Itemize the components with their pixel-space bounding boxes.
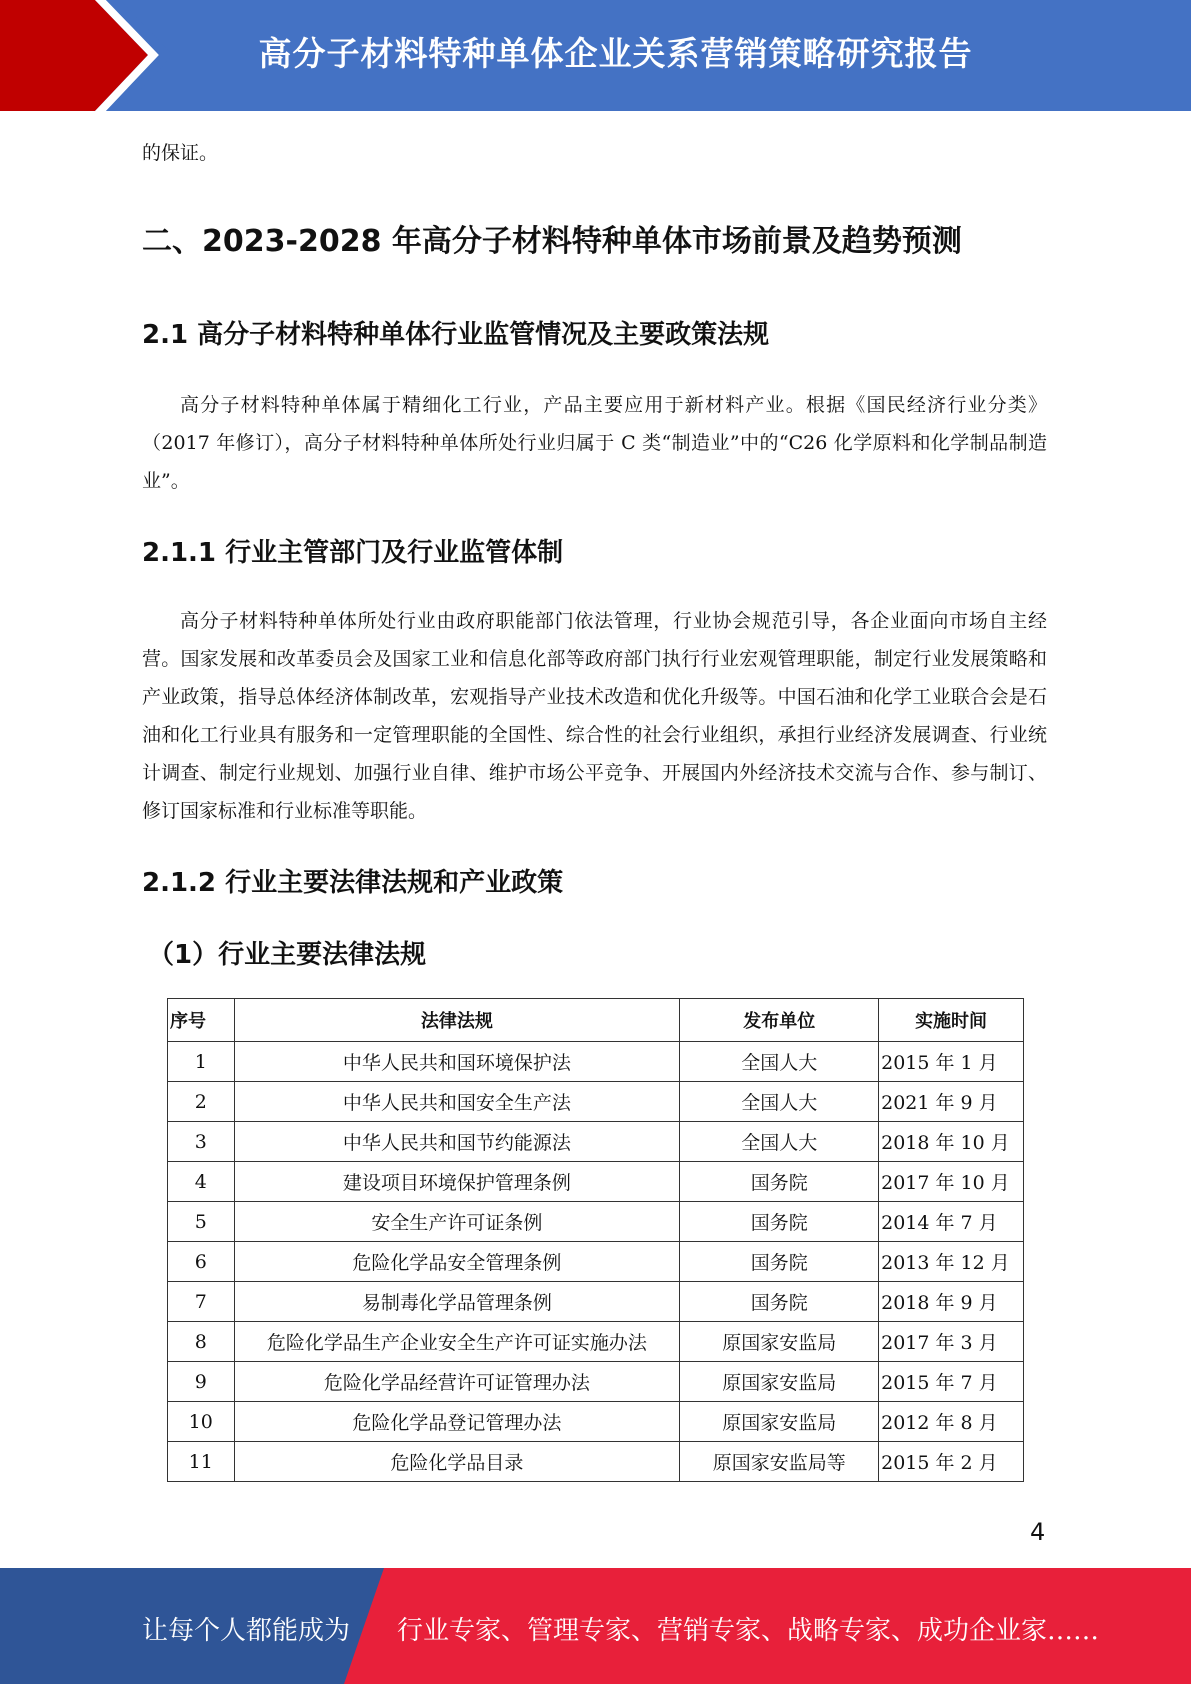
cell-no: 8 bbox=[168, 1322, 235, 1362]
cell-law: 中华人民共和国安全生产法 bbox=[234, 1082, 680, 1122]
cell-date: 2017 年 3 月 bbox=[879, 1322, 1024, 1362]
cell-publisher: 全国人大 bbox=[680, 1082, 879, 1122]
cell-no: 3 bbox=[168, 1122, 235, 1162]
subheading-laws: （1）行业主要法律法规 bbox=[148, 940, 427, 970]
cell-date: 2017 年 10 月 bbox=[879, 1162, 1024, 1202]
table-row bbox=[168, 1402, 1024, 1442]
cell-publisher: 原国家安监局等 bbox=[680, 1442, 879, 1482]
cell-law: 危险化学品生产企业安全生产许可证实施办法 bbox=[234, 1322, 680, 1362]
cell-no: 1 bbox=[168, 1042, 235, 1082]
table-row bbox=[168, 1362, 1024, 1402]
cell-law: 建设项目环境保护管理条例 bbox=[234, 1162, 680, 1202]
table-header-row bbox=[168, 999, 1024, 1042]
paragraph-2-1: 高分子材料特种单体属于精细化工行业，产品主要应用于新材料产业。根据《国民经济行业分类》（2017 年修订），高分子材料特种单体所处行业归属于 C 类“制造业”中的“C26 化学原料和化学制品制造业”。 bbox=[142, 394, 1047, 492]
cell-date: 2014 年 7 月 bbox=[879, 1202, 1024, 1242]
cell-law: 危险化学品安全管理条例 bbox=[234, 1242, 680, 1282]
paragraph-2-1-1: 高分子材料特种单体所处行业由政府职能部门依法管理，行业协会规范引导，各企业面向市场自主经营。国家发展和改革委员会及国家工业和信息化部等政府部门执行行业宏观管理职能，制定行业发展策略和产业政策，指导总体经济体制改革，宏观指导产业技术改造和优化升级等。中国石油和化学工业联合会是石油和化工行业具有服务和一定管理职能的全国性、综合性的社会行业组织，承担行业经济发展调查、行业统计调查、制定行业规划、加强行业自律、维护市场公平竞争、开展国内外经济技术交流与合作、参与制订、修订国家标准和行业标准等职能。 bbox=[142, 610, 1047, 822]
cell-date: 2012 年 8 月 bbox=[879, 1402, 1024, 1442]
heading-2-1-1: 2.1.1 行业主管部门及行业监管体制 bbox=[142, 538, 564, 568]
table-row bbox=[168, 1082, 1024, 1122]
cell-publisher: 原国家安监局 bbox=[680, 1322, 879, 1362]
col-header-publisher: 发布单位 bbox=[680, 999, 879, 1042]
cell-law: 易制毒化学品管理条例 bbox=[234, 1282, 680, 1322]
cell-no: 9 bbox=[168, 1362, 235, 1402]
col-header-no: 序号 bbox=[168, 999, 235, 1042]
cell-publisher: 国务院 bbox=[680, 1242, 879, 1282]
header-title: 高分子材料特种单体企业关系营销策略研究报告 bbox=[258, 34, 973, 73]
cell-publisher: 全国人大 bbox=[680, 1122, 879, 1162]
col-header-date: 实施时间 bbox=[879, 999, 1024, 1042]
table-row bbox=[168, 1042, 1024, 1082]
cell-publisher: 原国家安监局 bbox=[680, 1402, 879, 1442]
cell-law: 安全生产许可证条例 bbox=[234, 1202, 680, 1242]
cell-no: 7 bbox=[168, 1282, 235, 1322]
cell-publisher: 国务院 bbox=[680, 1282, 879, 1322]
cell-law: 危险化学品经营许可证管理办法 bbox=[234, 1362, 680, 1402]
intro-fragment: 的保证。 bbox=[142, 142, 219, 164]
table-row bbox=[168, 1162, 1024, 1202]
cell-date: 2015 年 2 月 bbox=[879, 1442, 1024, 1482]
laws-table bbox=[167, 998, 1024, 1482]
heading-2-1-2: 2.1.2 行业主要法律法规和产业政策 bbox=[142, 868, 564, 898]
footer-slogan-right: 行业专家、管理专家、营销专家、战略专家、成功企业家…… bbox=[397, 1616, 1100, 1646]
cell-no: 4 bbox=[168, 1162, 235, 1202]
cell-publisher: 全国人大 bbox=[680, 1042, 879, 1082]
table-row bbox=[168, 1442, 1024, 1482]
cell-publisher: 国务院 bbox=[680, 1162, 879, 1202]
cell-publisher: 原国家安监局 bbox=[680, 1362, 879, 1402]
cell-law: 危险化学品目录 bbox=[234, 1442, 680, 1482]
cell-date: 2018 年 10 月 bbox=[879, 1122, 1024, 1162]
cell-date: 2018 年 9 月 bbox=[879, 1282, 1024, 1322]
cell-no: 5 bbox=[168, 1202, 235, 1242]
table-row bbox=[168, 1202, 1024, 1242]
cell-law: 中华人民共和国环境保护法 bbox=[234, 1042, 680, 1082]
cell-date: 2021 年 9 月 bbox=[879, 1082, 1024, 1122]
cell-law: 中华人民共和国节约能源法 bbox=[234, 1122, 680, 1162]
heading-2-1: 2.1 高分子材料特种单体行业监管情况及主要政策法规 bbox=[142, 320, 770, 350]
cell-no: 2 bbox=[168, 1082, 235, 1122]
section-title: 二、2023-2028 年高分子材料特种单体市场前景及趋势预测 bbox=[142, 224, 962, 259]
cell-date: 2015 年 1 月 bbox=[879, 1042, 1024, 1082]
footer-slogan-left: 让每个人都能成为 bbox=[142, 1616, 351, 1646]
page-number: 4 bbox=[1030, 1518, 1046, 1546]
page-header bbox=[0, 0, 1191, 111]
table-row bbox=[168, 1322, 1024, 1362]
cell-no: 11 bbox=[168, 1442, 235, 1482]
page-footer bbox=[0, 1568, 1191, 1684]
table-row bbox=[168, 1122, 1024, 1162]
table-row bbox=[168, 1242, 1024, 1282]
cell-date: 2013 年 12 月 bbox=[879, 1242, 1024, 1282]
table-row bbox=[168, 1282, 1024, 1322]
cell-date: 2015 年 7 月 bbox=[879, 1362, 1024, 1402]
cell-law: 危险化学品登记管理办法 bbox=[234, 1402, 680, 1442]
cell-publisher: 国务院 bbox=[680, 1202, 879, 1242]
cell-no: 6 bbox=[168, 1242, 235, 1282]
cell-no: 10 bbox=[168, 1402, 235, 1442]
col-header-law: 法律法规 bbox=[234, 999, 680, 1042]
